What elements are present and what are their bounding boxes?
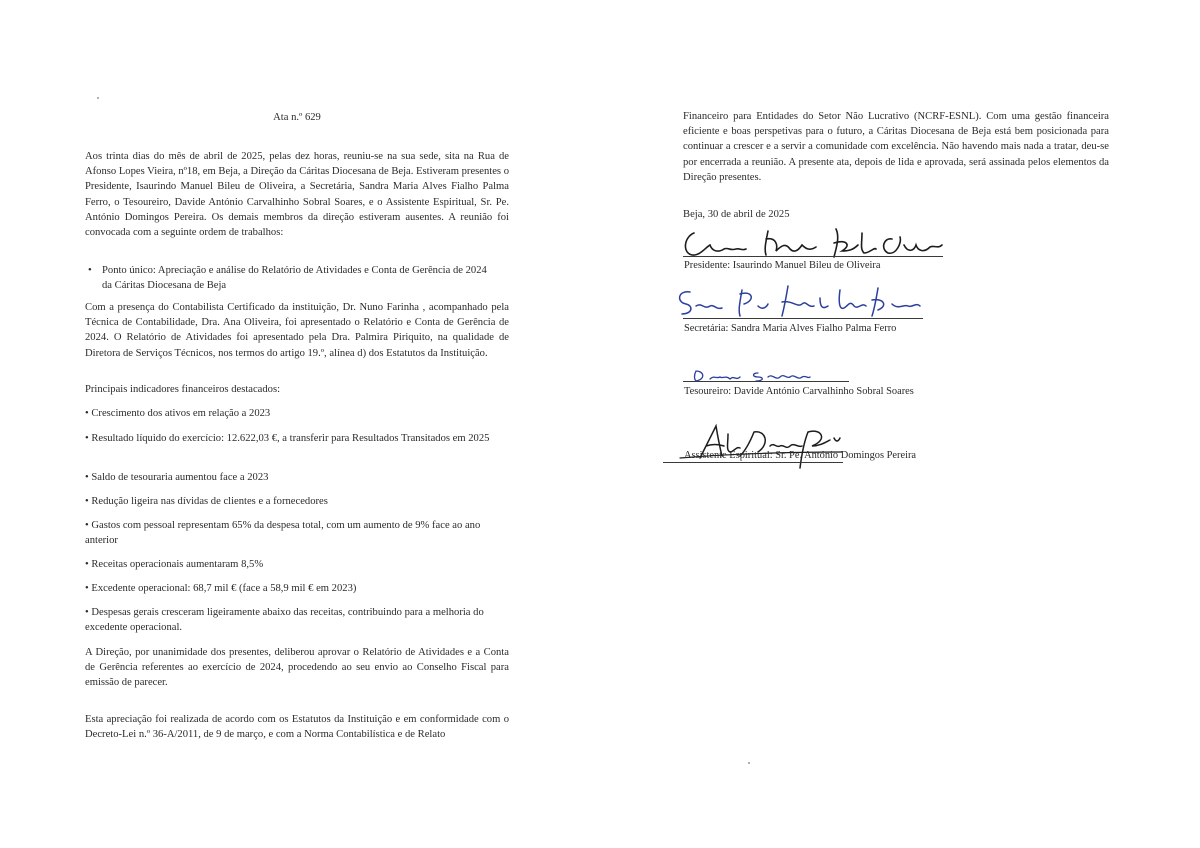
resolution-paragraph: A Direção, por unanimidade dos presentes, deliberou aprovar o Relatório de Atividades e a Conta de Gerência referentes ao exercício de 2024, procedendo ao seu envio ao Conselho Fiscal para emissão de parecer.: [85, 647, 509, 689]
resolution-paragraph-block: [85, 645, 509, 691]
agenda-item-text: Ponto único: Apreciação e análise do Relatório de Atividades e Conta de Gerência de 2024 da Cáritas Diocesana de Beja: [102, 265, 487, 292]
treasurer-signature-line: [683, 381, 849, 382]
intro-paragraph-block: [85, 149, 509, 240]
president-signature: [680, 215, 950, 265]
indicator-item: • Despesas gerais cresceram ligeiramente abaixo das receitas, contribuindo para a melhoria do excedente operacional.: [85, 607, 484, 634]
president-signature-line: [683, 256, 943, 257]
secretary-signature-line: [683, 318, 923, 319]
scan-speck: [97, 97, 99, 99]
presence-paragraph-block: [85, 300, 509, 361]
scan-speck: [748, 762, 750, 764]
assistant-caption: Assistente Espiritual: Sr. Pe. António Domingos Pereira: [684, 450, 917, 461]
minutes-title: Ata n.º 629: [273, 112, 321, 123]
treasurer-signature: [680, 365, 820, 385]
treasurer-caption: Tesoureiro: Davide António Carvalhinho Sobral Soares: [684, 386, 914, 397]
indicators-title: Principais indicadores financeiros destacados:: [85, 384, 281, 395]
compliance-paragraph: Esta apreciação foi realizada de acordo com os Estatutos da Instituição e em conformidade com o Decreto-Lei n.º 36-A/2011, de 9 de março, e com a Norma Contabilística e de Relato: [85, 714, 509, 741]
place-date: Beja, 30 de abril de 2025: [683, 209, 790, 220]
president-caption: Presidente: Isaurindo Manuel Bileu de Oliveira: [684, 260, 881, 271]
indicator-item: • Saldo de tesouraria aumentou face a 2023: [85, 472, 269, 483]
agenda-item: [88, 263, 488, 293]
indicator-item: • Resultado líquido do exercício: 12.622,03 €, a transferir para Resultados Transitados em 2025: [85, 433, 490, 444]
compliance-paragraph-block: [85, 712, 509, 742]
presence-paragraph: Com a presença do Contabilista Certificado da instituição, Dr. Nuno Farinha , acompanhado pela Técnica de Contabilidade, Dra. Ana Oliveira, foi apresentado o Relatório e Conta de Gerência de 2024. O Relatório de Atividades foi apresentado pela Dra. Palmira Piriquito, na qualidade de Diretora de Serviços Técnicos, nos termos do artigo 19.º, alínea d) dos Estatutos da Instituição.: [85, 302, 509, 359]
indicator-item: • Crescimento dos ativos em relação a 2023: [85, 408, 271, 419]
agenda-bullet: •: [88, 265, 92, 276]
indicator-item: • Gastos com pessoal representam 65% da despesa total, com um aumento de 9% face ao ano anterior: [85, 520, 481, 547]
indicator-item: • Redução ligeira nas dívidas de clientes e a fornecedores: [85, 496, 328, 507]
indicators-title-block: [85, 382, 509, 397]
secretary-signature: [672, 280, 932, 320]
minutes-title-block: [85, 110, 509, 125]
secretary-caption: Secretária: Sandra Maria Alves Fialho Palma Ferro: [684, 323, 897, 334]
intro-paragraph: Aos trinta dias do mês de abril de 2025, pelas dez horas, reuniu-se na sua sede, sita na Rua de Afonso Lopes Vieira, nº18, em Beja, a Direção da Cáritas Diocesana de Beja. Estiveram presentes o Presidente, Isaurindo Manuel Bileu de Oliveira, a Secretária, Sandra Maria Alves Fialho Palma Ferro, o Tesoureiro, Davide António Carvalhinho Sobral Soares, e o Assistente Espiritual, Sr. Pe. António Domingos Pereira. Os demais membros da direção estiveram ausentes. A reunião foi convocada com a seguinte ordem de trabalhos:: [85, 151, 509, 239]
indicator-item: • Receitas operacionais aumentaram 8,5%: [85, 559, 264, 570]
continuation-paragraph-block: [683, 109, 1109, 185]
assistant-signature-line: [663, 462, 843, 463]
continuation-paragraph: Financeiro para Entidades do Setor Não Lucrativo (NCRF-ESNL). Com uma gestão financeira eficiente e boas perspetivas para o futuro, a Cáritas Diocesana de Beja está bem posicionada para continuar a crescer e a servir a comunidade com excelência. Não havendo mais nada a tratar, deu-se por encerrada a reunião. A presente ata, depois de lida e aprovada, será assinada pelos elementos da Direção presentes.: [683, 111, 1109, 183]
right-page: [600, 0, 1200, 848]
indicator-item: • Excedente operacional: 68,7 mil € (face a 58,9 mil € em 2023): [85, 583, 357, 594]
assistant-signature: [670, 418, 850, 473]
